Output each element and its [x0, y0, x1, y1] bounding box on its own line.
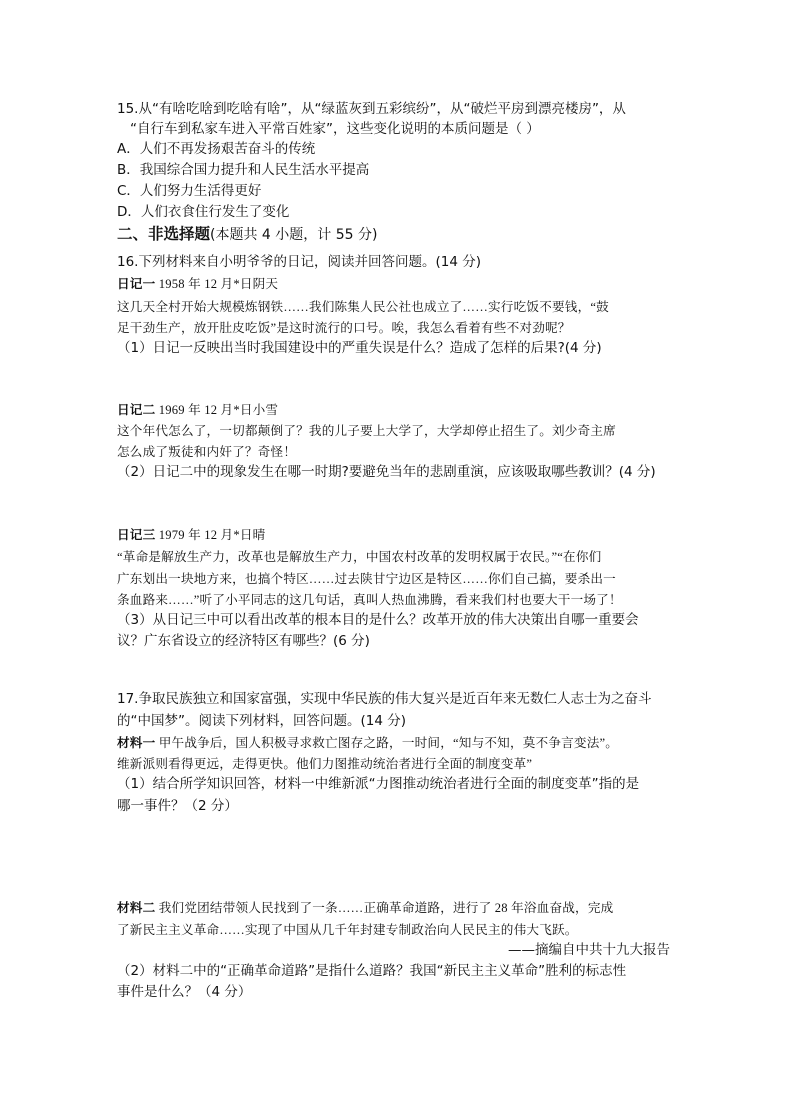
- diary3-header: [117, 525, 265, 545]
- diary2-text-line1: 这个年代怎么了，一切都颠倒了？我的儿子要上大学了，大学却停止招生了。刘少奇主席: [117, 424, 616, 438]
- q16-stem: 16.下列材料来自小明爷爷的日记，阅读并回答问题。(14 分): [117, 254, 481, 270]
- q15-option-a: A．人们不再发扬艰苦奋斗的传统: [117, 141, 316, 157]
- q17-stem-line2: 的“中国梦”。阅读下列材料，回答问题。(14 分): [117, 713, 406, 729]
- diary3-date: 1979 年 12 月*日晴: [155, 528, 266, 542]
- q16-subquestion-3-line2: 议？广东省设立的经济特区有哪些？(6 分): [117, 633, 370, 649]
- material2-source: ——摘编自中共十九大报告: [508, 942, 670, 958]
- q15-stem-line2: “自行车到私家车进入平常百姓家”，这些变化说明的本质问题是（ ）: [130, 121, 540, 137]
- material2-text-line1: 我们党团结带领人民找到了一条……正确革命道路，进行了 28 年浴血奋战，完成: [155, 901, 614, 915]
- section-heading: [117, 224, 377, 245]
- diary3-text-line2: 广东划出一块地方来，也搞个特区……过去陕甘宁边区是特区……你们自己搞，要杀出一: [117, 572, 616, 586]
- q16-subquestion-1: （1）日记一反映出当时我国建设中的严重失误是什么？造成了怎样的后果?(4 分): [117, 340, 602, 356]
- material1-head: 材料一: [117, 736, 156, 750]
- diary1-text-line2: 足干劲生产，放开肚皮吃饭”是这时流行的口号。唉，我怎么看着有些不对劲呢？: [117, 321, 571, 335]
- q17-subquestion-2-line1: （2）材料二中的“正确革命道路”是指什么道路？我国“新民主主义革命”胜利的标志性: [117, 963, 627, 979]
- q15-option-b: B．我国综合国力提升和人民生活水平提高: [117, 162, 370, 178]
- diary1-header: [117, 274, 278, 294]
- q17-subquestion-1-line2: 哪一事件？（2 分）: [117, 798, 238, 814]
- q15-option-c: C．人们努力生活得更好: [117, 183, 262, 199]
- section-note: (本题共 4 小题，计 55 分): [210, 227, 378, 243]
- diary3-head: 日记三: [117, 528, 156, 542]
- material1-text-line2: 维新派则看得更远，走得更快。他们力图推动统治者进行全面的制度变革”: [117, 757, 533, 771]
- q17-subquestion-1-line1: （1）结合所学知识回答，材料一中维新派“力图推动统治者进行全面的制度变革”指的是: [117, 776, 640, 792]
- diary3-text-line3: 条血路来……”听了小平同志的这几句话，真叫人热血沸腾，看来我们村也要大干一场了！: [117, 593, 622, 607]
- diary2-date: 1969 年 12 月*日小雪: [155, 403, 279, 417]
- diary2-header: [117, 400, 278, 420]
- material1-text-line1: 甲午战争后，国人积极寻求救亡图存之路，一时间，“知与不知，莫不争言变法”。: [155, 736, 619, 750]
- section-title: 二、非选择题: [117, 225, 211, 243]
- diary3-text-line1: “革命是解放生产力，改革也是解放生产力，中国农村改革的发明权属于农民。”“在你们: [117, 550, 602, 564]
- material2-line1: [117, 898, 613, 918]
- q17-subquestion-2-line2: 事件是什么？（4 分）: [117, 984, 252, 1000]
- q16-subquestion-3-line1: （3）从日记三中可以看出改革的根本目的是什么？改革开放的伟大决策出自哪一重要会: [117, 612, 639, 628]
- q16-subquestion-2: （2）日记二中的现象发生在哪一时期?要避免当年的悲剧重演，应该吸取哪些教训？(4 分): [117, 464, 656, 480]
- material2-text-line2: 了新民主主义革命……实现了中国从几千年封建专制政治向人民民主的伟大飞跃。: [117, 923, 578, 937]
- q17-stem-line1: 17.争取民族独立和国家富强，实现中华民族的伟大复兴是近百年来无数仁人志士为之奋斗: [117, 691, 652, 707]
- material2-head: 材料二: [117, 901, 156, 915]
- material1-line1: [117, 733, 618, 753]
- q15-stem-line1: 15.从“有啥吃啥到吃啥有啥”，从“绿蓝灰到五彩缤纷”，从“破烂平房到漂亮楼房”，从: [117, 101, 626, 117]
- diary1-text-line1: 这几天全村开始大规模炼钢铁……我们陈集人民公社也成立了……实行吃饭不要钱，“鼓: [117, 300, 609, 314]
- q15-option-d: D．人们衣食住行发生了变化: [117, 204, 290, 220]
- diary1-date: 1958 年 12 月*日阴天: [155, 277, 279, 291]
- diary2-head: 日记二: [117, 403, 156, 417]
- diary1-head: 日记一: [117, 277, 156, 291]
- diary2-text-line2: 怎么成了叛徒和内奸了？奇怪！: [117, 445, 297, 459]
